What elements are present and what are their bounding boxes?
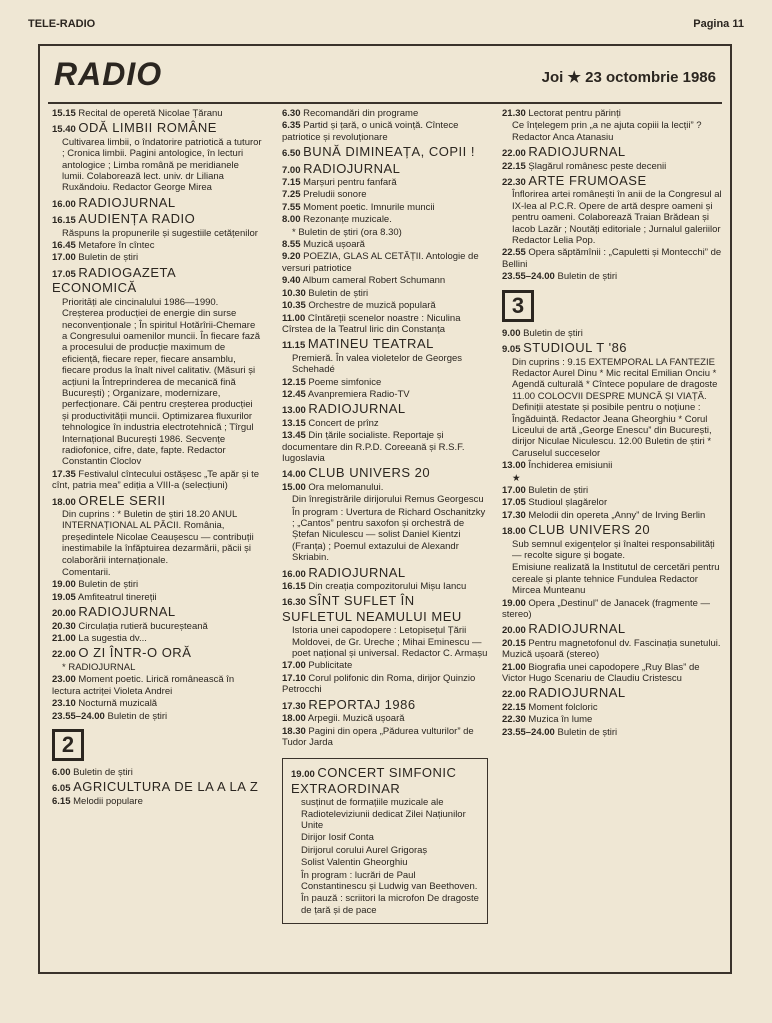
entry-time: 19.00 <box>291 769 315 781</box>
entry-text: Buletin de știri <box>78 252 139 264</box>
entry-time: 16.00 <box>282 568 306 580</box>
schedule-entry <box>52 211 262 226</box>
schedule-entry <box>502 357 726 460</box>
entry-text: Răspuns la propunerile și sugestiile cetățenilor <box>62 227 258 239</box>
schedule-entry <box>282 239 488 250</box>
schedule-entry <box>502 714 726 725</box>
entry-text: Istoria unei capodopere : Letopisețul Țării Moldovei, de Gr. Ureche ; Mihai Eminescu — poet național și universal. Redactor C. Armașu <box>292 625 488 660</box>
schedule-entry <box>502 340 726 355</box>
schedule-entry <box>502 522 726 537</box>
page-number: Pagina 11 <box>693 18 744 30</box>
entry-text: Orchestre de muzică populară <box>308 300 436 312</box>
entry-time: 9.20 <box>282 251 301 263</box>
entry-text: RADIOJURNAL <box>78 604 176 620</box>
schedule-entry <box>282 465 488 480</box>
entry-time: 6.15 <box>52 795 71 807</box>
entry-text: Melodii din opereta „Anny” de Irving Berlin <box>528 509 706 521</box>
entry-time: 13.00 <box>282 405 306 417</box>
entry-text: STUDIOUL T '86 <box>523 340 628 356</box>
entry-text: Buletin de știri <box>557 726 618 738</box>
entry-time: 18.30 <box>282 725 306 737</box>
schedule-entry <box>282 275 488 286</box>
entry-time: 23.55–24.00 <box>52 710 105 722</box>
entry-time: 19.00 <box>502 597 526 609</box>
entry-text: Buletin de știri <box>73 766 133 778</box>
schedule-entry <box>52 297 262 468</box>
entry-text: Dirijor Iosif Conta <box>301 832 374 844</box>
schedule-entry <box>282 660 488 671</box>
entry-time: 18.00 <box>52 496 76 508</box>
schedule-entry <box>52 252 262 263</box>
schedule-entry <box>282 189 488 200</box>
entry-text: Din țările socialiste. Reportaje și documentare din R.P.D. Coreeană și R.S.F. Iugoslavia <box>282 430 465 464</box>
schedule-entry <box>282 202 488 213</box>
entry-text: Din cuprins : 9.15 EXTEMPORAL LA FANTEZIE Redactor Aurel Dinu * Mic recital Emilian Onciu * Agendă culturală * Cîntece populare de dragoste 11.00 COLOCVII DESPRE MUNCĂ ȘI VIAȚĂ. Definiții atestate și posibile pentru o noțiune : Îngăduință. Redactor Jeana Gheorghiu * Corul Liceului de artă „George Enescu” din București, dirijor Niculae Niculescu. 12.00 Buletin de știri * Caruselul succeselor <box>512 356 718 459</box>
entry-text: Solist Valentin Gheorghiu <box>301 857 408 869</box>
entry-text: RADIOJURNAL <box>528 621 626 637</box>
schedule-entry <box>502 473 726 484</box>
entry-text: Premieră. În valea violetelor de Georges Schehadé <box>292 352 463 376</box>
schedule-entry <box>282 625 488 659</box>
entry-text: În pauză : scriitori la microfon De dragoste de țară și de pace <box>301 893 479 916</box>
entry-time: 17.10 <box>282 672 306 684</box>
schedule-entry <box>282 227 488 238</box>
entry-text: * RADIOJURNAL <box>62 661 136 673</box>
schedule-entry <box>52 796 262 807</box>
schedule-entry <box>282 177 488 188</box>
entry-time: 16.15 <box>282 581 306 593</box>
entry-time: 13.00 <box>502 460 526 472</box>
entry-text: RADIOJURNAL <box>308 564 406 580</box>
entry-text: AGRICULTURA DE LA A LA Z <box>73 779 259 795</box>
entry-text: Din cuprins : * Buletin de știri 18.20 ANUL INTERNAȚIONAL AL PĂCII. România, președintele Nicolae Ceaușescu — contribuții inestimabile la înfăptuirea dezarmării, păcii și colaborării internaționale. <box>62 509 254 566</box>
entry-text: Marșuri pentru fanfară <box>303 177 397 189</box>
entry-text: REPORTAJ 1986 <box>308 696 416 712</box>
entry-text: Amfiteatrul tinereții <box>77 591 157 603</box>
column-program-1 <box>52 108 262 808</box>
schedule-entry <box>282 430 488 464</box>
entry-text: Cultivarea limbii, o îndatorire patriotică a tuturor ; Cronica limbii. Pagini antologice, în lecturi antologice ; Limba română pe meridianele lumii. Colaborează lect. univ. dr Liliana Ruxăndoiu. Redactor George Mirea <box>62 136 262 194</box>
schedule-entry <box>52 711 262 722</box>
page-header <box>28 18 744 34</box>
entry-text: ARTE FRUMOASE <box>528 173 647 189</box>
schedule-entry <box>282 214 488 225</box>
entry-text: Recital de operetă Nicolae Țăranu <box>78 108 223 119</box>
entry-time: 10.30 <box>282 287 306 299</box>
schedule-entry <box>502 685 726 700</box>
schedule-entry <box>52 137 262 194</box>
entry-time: 9.40 <box>282 275 301 287</box>
entry-text: Recomandări din programe <box>303 108 419 119</box>
entry-text: Festivalul cîntecului ostășesc „Te apăr și te cînt, patria mea” ediția a VIII-a (selecțiuni) <box>52 468 260 492</box>
entry-text: Biografia unei capodopere „Ruy Blas” de Victor Hugo Scenariu de Claudiu Cristescu <box>502 661 700 685</box>
schedule-entry <box>502 460 726 471</box>
entry-text: ★ <box>512 472 521 484</box>
entry-text: * Buletin de știri (ora 8.30) <box>292 226 402 238</box>
schedule-entry <box>282 300 488 311</box>
entry-time: 22.15 <box>502 160 526 172</box>
program-3-badge: 3 <box>502 290 534 322</box>
entry-time: 22.30 <box>502 177 526 189</box>
entry-time: 13.15 <box>282 417 306 429</box>
program-2-badge: 2 <box>52 729 84 761</box>
schedule-entry <box>291 857 479 868</box>
entry-text: Dirijorul corului Aurel Grigoraș <box>301 844 428 856</box>
schedule-entry <box>52 779 262 794</box>
magazine-name: TELE-RADIO <box>28 18 96 30</box>
schedule-entry <box>282 726 488 749</box>
entry-text: Opera „Destinul” de Janacek (fragmente — stereo) <box>502 597 711 621</box>
schedule-entry <box>282 401 488 416</box>
entry-time: 17.05 <box>502 497 526 509</box>
schedule-entry <box>502 144 726 159</box>
entry-text: Din creația compozitorului Mișu Iancu <box>308 581 467 593</box>
entry-time: 6.05 <box>52 783 71 795</box>
schedule-entry <box>282 418 488 429</box>
schedule-entry <box>282 673 488 696</box>
schedule-entry <box>52 662 262 673</box>
schedule-entry <box>282 108 488 119</box>
schedule-entry <box>502 621 726 636</box>
entry-time: 15.40 <box>52 124 76 136</box>
schedule-entry <box>52 767 262 778</box>
entry-text: Buletin de știri <box>557 271 618 283</box>
entry-text: POEZIA, GLAS AL CETĂȚII. Antologie de versuri patriotice <box>282 251 479 274</box>
entry-time: 7.00 <box>282 164 301 176</box>
radio-frame <box>38 44 732 974</box>
entry-time: 21.00 <box>52 633 76 645</box>
schedule-entry <box>282 482 488 493</box>
entry-text: Poeme simfonice <box>308 376 382 388</box>
entry-time: 15.00 <box>282 481 306 493</box>
date-line: Joi ★ 23 octombrie 1986 <box>541 69 716 86</box>
entry-time: 21.00 <box>502 661 526 673</box>
schedule-entry <box>502 662 726 685</box>
schedule-entry <box>502 173 726 188</box>
schedule-list <box>291 765 479 916</box>
entry-text: Concert de prînz <box>308 417 379 429</box>
entry-time: 19.05 <box>52 591 76 603</box>
entry-time: 16.00 <box>52 198 76 210</box>
entry-time: 6.50 <box>282 148 301 160</box>
entry-text: RADIOJURNAL <box>303 160 401 176</box>
entry-text: RADIOJURNAL <box>308 401 406 417</box>
entry-time: 7.15 <box>282 177 301 189</box>
entry-time: 11.15 <box>282 340 306 352</box>
entry-time: 16.45 <box>52 240 76 252</box>
entry-text: Ora melomanului. <box>308 481 384 493</box>
entry-text: CLUB UNIVERS 20 <box>308 465 431 481</box>
schedule-entry <box>52 621 262 632</box>
schedule-entry <box>282 377 488 388</box>
entry-time: 7.25 <box>282 189 301 201</box>
entry-time: 6.00 <box>52 766 71 778</box>
schedule-entry <box>282 565 488 580</box>
schedule-entry <box>291 845 479 856</box>
schedule-entry <box>282 494 488 505</box>
entry-time: 7.55 <box>282 201 301 213</box>
schedule-entry <box>52 195 262 210</box>
column-program-3 <box>502 108 726 739</box>
entry-text: MATINEU TEATRAL <box>307 336 434 352</box>
schedule-entry <box>52 633 262 644</box>
entry-text: BUNĂ DIMINEAȚA, COPII ! <box>303 144 475 160</box>
entry-text: RADIOJURNAL <box>78 194 176 210</box>
schedule-list <box>502 108 726 283</box>
entry-text: Înflorirea artei românești în anii de la Congresul al IX-lea al P.C.R. Opere de artă despre oameni și pentru oameni. Colaborează Traian Brădean și Iacob Lazăr ; Noutăți editoriale ; Jurnalul galeriilor Redactor Lelia Pop. <box>512 189 722 247</box>
entry-text: Studioul șlagărelor <box>528 497 608 509</box>
schedule-entry <box>52 567 262 578</box>
schedule-list <box>282 108 488 748</box>
schedule-list <box>52 767 262 807</box>
schedule-entry <box>282 251 488 274</box>
page-title: RADIO <box>54 56 163 92</box>
entry-text: AUDIENȚA RADIO <box>78 211 196 227</box>
schedule-entry <box>502 108 726 119</box>
entry-text: Moment poetic. Imnurile muncii <box>303 201 435 213</box>
schedule-entry <box>52 579 262 590</box>
entry-time: 23.55–24.00 <box>502 726 555 738</box>
entry-text: Emisiune realizată la Institutul de cercetări pentru cereale și plante tehnice Fundulea Redactor Mircea Munteanu <box>512 562 720 597</box>
entry-time: 22.55 <box>502 247 526 259</box>
entry-time: 6.35 <box>282 120 301 132</box>
entry-time: 20.15 <box>502 637 526 649</box>
concert-box <box>282 758 488 924</box>
entry-text: SÎNT SUFLET ÎN SUFLETUL NEAMULUI MEU <box>282 593 462 624</box>
entry-time: 20.30 <box>52 620 76 632</box>
entry-text: Avanpremiera Radio-TV <box>307 388 410 400</box>
entry-time: 17.00 <box>52 252 76 264</box>
schedule-entry <box>52 698 262 709</box>
entry-time: 17.30 <box>502 509 526 521</box>
entry-text: Buletin de știri <box>528 484 589 496</box>
entry-time: 9.05 <box>502 344 521 356</box>
schedule-entry <box>502 702 726 713</box>
schedule-entry <box>282 713 488 724</box>
schedule-entry <box>52 469 262 492</box>
entry-time: 9.00 <box>502 327 521 339</box>
entry-text: Sub semnul exigențelor și înaltei responsabilități — recolte sigure și bogate. <box>512 538 715 561</box>
schedule-entry <box>282 389 488 400</box>
schedule-entry <box>282 120 488 143</box>
schedule-list <box>52 108 262 722</box>
entry-text: ORELE SERII <box>78 492 166 508</box>
entry-time: 21.30 <box>502 108 526 119</box>
entry-text: Publicitate <box>308 660 353 672</box>
entry-time: 8.00 <box>282 214 301 226</box>
entry-text: Muzica în lume <box>528 714 593 726</box>
entry-text: Partid și țară, o unică voință. Cîntece patriotice și revoluționare <box>282 120 459 143</box>
entry-time: 22.00 <box>52 649 76 661</box>
entry-text: CONCERT SIMFONIC EXTRAORDINAR <box>291 765 457 796</box>
entry-text: Metafore în cîntec <box>78 240 155 252</box>
schedule-entry <box>282 144 488 159</box>
entry-time: 11.00 <box>282 312 306 324</box>
entry-text: RADIOJURNAL <box>528 685 626 701</box>
schedule-entry <box>502 120 726 143</box>
entry-time: 22.15 <box>502 701 526 713</box>
schedule-entry <box>282 507 488 564</box>
schedule-entry <box>52 509 262 566</box>
entry-text: Pagini din opera „Pădurea vulturilor” de Tudor Jarda <box>282 725 474 748</box>
entry-time: 17.00 <box>502 484 526 496</box>
schedule-entry <box>502 161 726 172</box>
schedule-entry <box>502 485 726 496</box>
schedule-entry <box>282 581 488 592</box>
entry-text: În program : lucrări de Paul Constantinescu și Ludwig van Beethoven. <box>301 869 478 892</box>
entry-time: 23.00 <box>52 674 76 686</box>
entry-time: 12.15 <box>282 376 306 388</box>
divider <box>48 102 722 104</box>
schedule-entry <box>52 265 262 296</box>
entry-text: Cîntăreții scenelor noastre : Niculina Cîrstea de la Teatrul liric din Constanța <box>282 312 461 335</box>
entry-text: RADIOGAZETA ECONOMICĂ <box>52 264 176 296</box>
entry-time: 23.10 <box>52 698 76 710</box>
entry-text: Muzică ușoară <box>303 239 365 251</box>
schedule-entry <box>52 493 262 508</box>
entry-text: Buletin de știri <box>523 327 583 339</box>
entry-text: Comentarii. <box>62 567 111 579</box>
schedule-entry <box>282 288 488 299</box>
entry-text: La sugestia dv... <box>78 633 147 645</box>
schedule-entry <box>291 797 479 831</box>
schedule-entry <box>291 870 479 893</box>
entry-time: 22.30 <box>502 714 526 726</box>
schedule-entry <box>502 497 726 508</box>
entry-text: Album cameral Robert Schumann <box>302 275 446 287</box>
entry-text: Șlagărul românesc peste decenii <box>528 160 667 172</box>
entry-time: 17.30 <box>282 700 306 712</box>
schedule-entry <box>282 353 488 376</box>
entry-text: Nocturnă muzicală <box>78 698 158 710</box>
schedule-entry <box>502 539 726 562</box>
entry-text: CLUB UNIVERS 20 <box>528 522 651 538</box>
entry-time: 20.00 <box>502 625 526 637</box>
entry-time: 8.55 <box>282 239 301 251</box>
entry-time: 16.30 <box>282 597 306 609</box>
entry-text: Buletin de știri <box>308 287 369 299</box>
schedule-entry <box>502 328 726 339</box>
entry-text: Melodii populare <box>73 795 143 807</box>
entry-text: RADIOJURNAL <box>528 144 626 160</box>
entry-text: ODĂ LIMBII ROMÂNE <box>78 120 217 136</box>
entry-text: Buletin de știri <box>107 710 168 722</box>
entry-text: susținut de formațiile muzicale ale Radioteleviziunii dedicat Zilei Națiunilor Unite <box>301 797 466 831</box>
entry-text: Rezonanțe muzicale. <box>303 214 392 226</box>
entry-text: Închiderea emisiunii <box>528 460 613 472</box>
schedule-entry <box>502 189 726 246</box>
schedule-list <box>502 328 726 738</box>
entry-text: Arpegii. Muzică ușoară <box>307 713 405 725</box>
schedule-entry <box>52 108 262 119</box>
schedule-entry <box>52 120 262 135</box>
entry-text: Moment poetic. Lirică românească în lectura actriței Violeta Andrei <box>52 674 235 697</box>
schedule-entry <box>52 604 262 619</box>
entry-text: Corul polifonic din Roma, dirijor Quinzio Petrocchi <box>282 672 476 696</box>
entry-time: 15.15 <box>52 108 76 119</box>
entry-text: Din înregistrările dirijorului Remus Georgescu <box>292 494 484 506</box>
entry-text: Ce înțelegem prin „a ne ajuta copiii la lecții” ? Redactor Anca Atanasiu <box>512 120 702 143</box>
entry-time: 22.00 <box>502 689 526 701</box>
schedule-entry <box>282 697 488 712</box>
schedule-entry <box>291 832 479 843</box>
schedule-entry <box>502 510 726 521</box>
entry-time: 17.35 <box>52 468 76 480</box>
entry-time: 10.35 <box>282 300 306 312</box>
entry-text: Buletin de știri <box>78 579 139 591</box>
schedule-entry <box>282 313 488 336</box>
entry-text: În program : Uvertura de Richard Oschanitzky ; „Cantos” pentru saxofon și orchestră de Ștefan Niculescu — solist Daniel Kientzi (Franța) ; Poemul extazului de Alexandr Skriabin. <box>292 506 486 564</box>
entry-time: 14.00 <box>282 469 306 481</box>
schedule-entry <box>282 593 488 624</box>
schedule-entry <box>52 592 262 603</box>
schedule-entry <box>502 271 726 282</box>
entry-time: 12.45 <box>282 388 306 400</box>
schedule-entry <box>502 598 726 621</box>
schedule-entry <box>502 638 726 661</box>
entry-text: Pentru magnetofonul dv. Fascinația sunetului. Muzică ușoară (stereo) <box>502 637 721 661</box>
entry-time: 18.00 <box>282 713 306 725</box>
entry-text: Prioritāți ale cincinalului 1986—1990. Creșterea producției de energie din surse neconvenționale ; În spiritul Hotărîrii-Chemare a Congresului oamenilor muncii. În fiecare fază a procesului de producție maximum de eficiență, fiecare reper, fiecare ansamblu, fiecare produs la înalt nivel calitativ. (Măsuri și acțiuni la Întreprinderea de mecanică fină București) ; Organizare, modernizare, perfecționare. Căi pentru creșterea producției și productivității muncii. Optimizarea fluxurilor tehnologice în industria electrotehnică ; Tîrgul Internațional București 1986. Secvențe radiofonice, cifre, date, fapte. Redactor Constantin Cloclov <box>62 296 261 468</box>
entry-time: 6.30 <box>282 108 301 119</box>
entry-time: 23.55–24.00 <box>502 271 555 283</box>
column-program-2 <box>282 108 488 924</box>
entry-time: 16.15 <box>52 215 76 227</box>
schedule-entry <box>52 674 262 697</box>
entry-time: 18.00 <box>502 526 526 538</box>
entry-text: O ZI ÎNTR-O ORĂ <box>78 645 192 661</box>
schedule-entry <box>502 727 726 738</box>
entry-time: 13.45 <box>282 430 306 442</box>
entry-text: Circulația rutieră bucureșteană <box>78 620 208 632</box>
schedule-entry <box>502 562 726 596</box>
schedule-entry <box>291 893 479 916</box>
schedule-entry <box>52 228 262 239</box>
entry-time: 22.00 <box>502 148 526 160</box>
entry-text: Opera săptămînii : „Capuletti și Montecchi” de Bellini <box>502 247 722 270</box>
entry-time: 20.00 <box>52 608 76 620</box>
entry-text: Preludii sonore <box>303 189 367 201</box>
schedule-entry <box>291 765 479 796</box>
schedule-entry <box>52 645 262 660</box>
entry-time: 17.05 <box>52 268 76 280</box>
schedule-entry <box>282 336 488 351</box>
schedule-entry <box>52 240 262 251</box>
schedule-entry <box>502 247 726 270</box>
entry-text: Lectorat pentru părinți <box>528 108 621 119</box>
entry-text: Moment folcloric <box>528 701 598 713</box>
entry-time: 17.00 <box>282 660 306 672</box>
entry-time: 19.00 <box>52 579 76 591</box>
schedule-entry <box>282 161 488 176</box>
